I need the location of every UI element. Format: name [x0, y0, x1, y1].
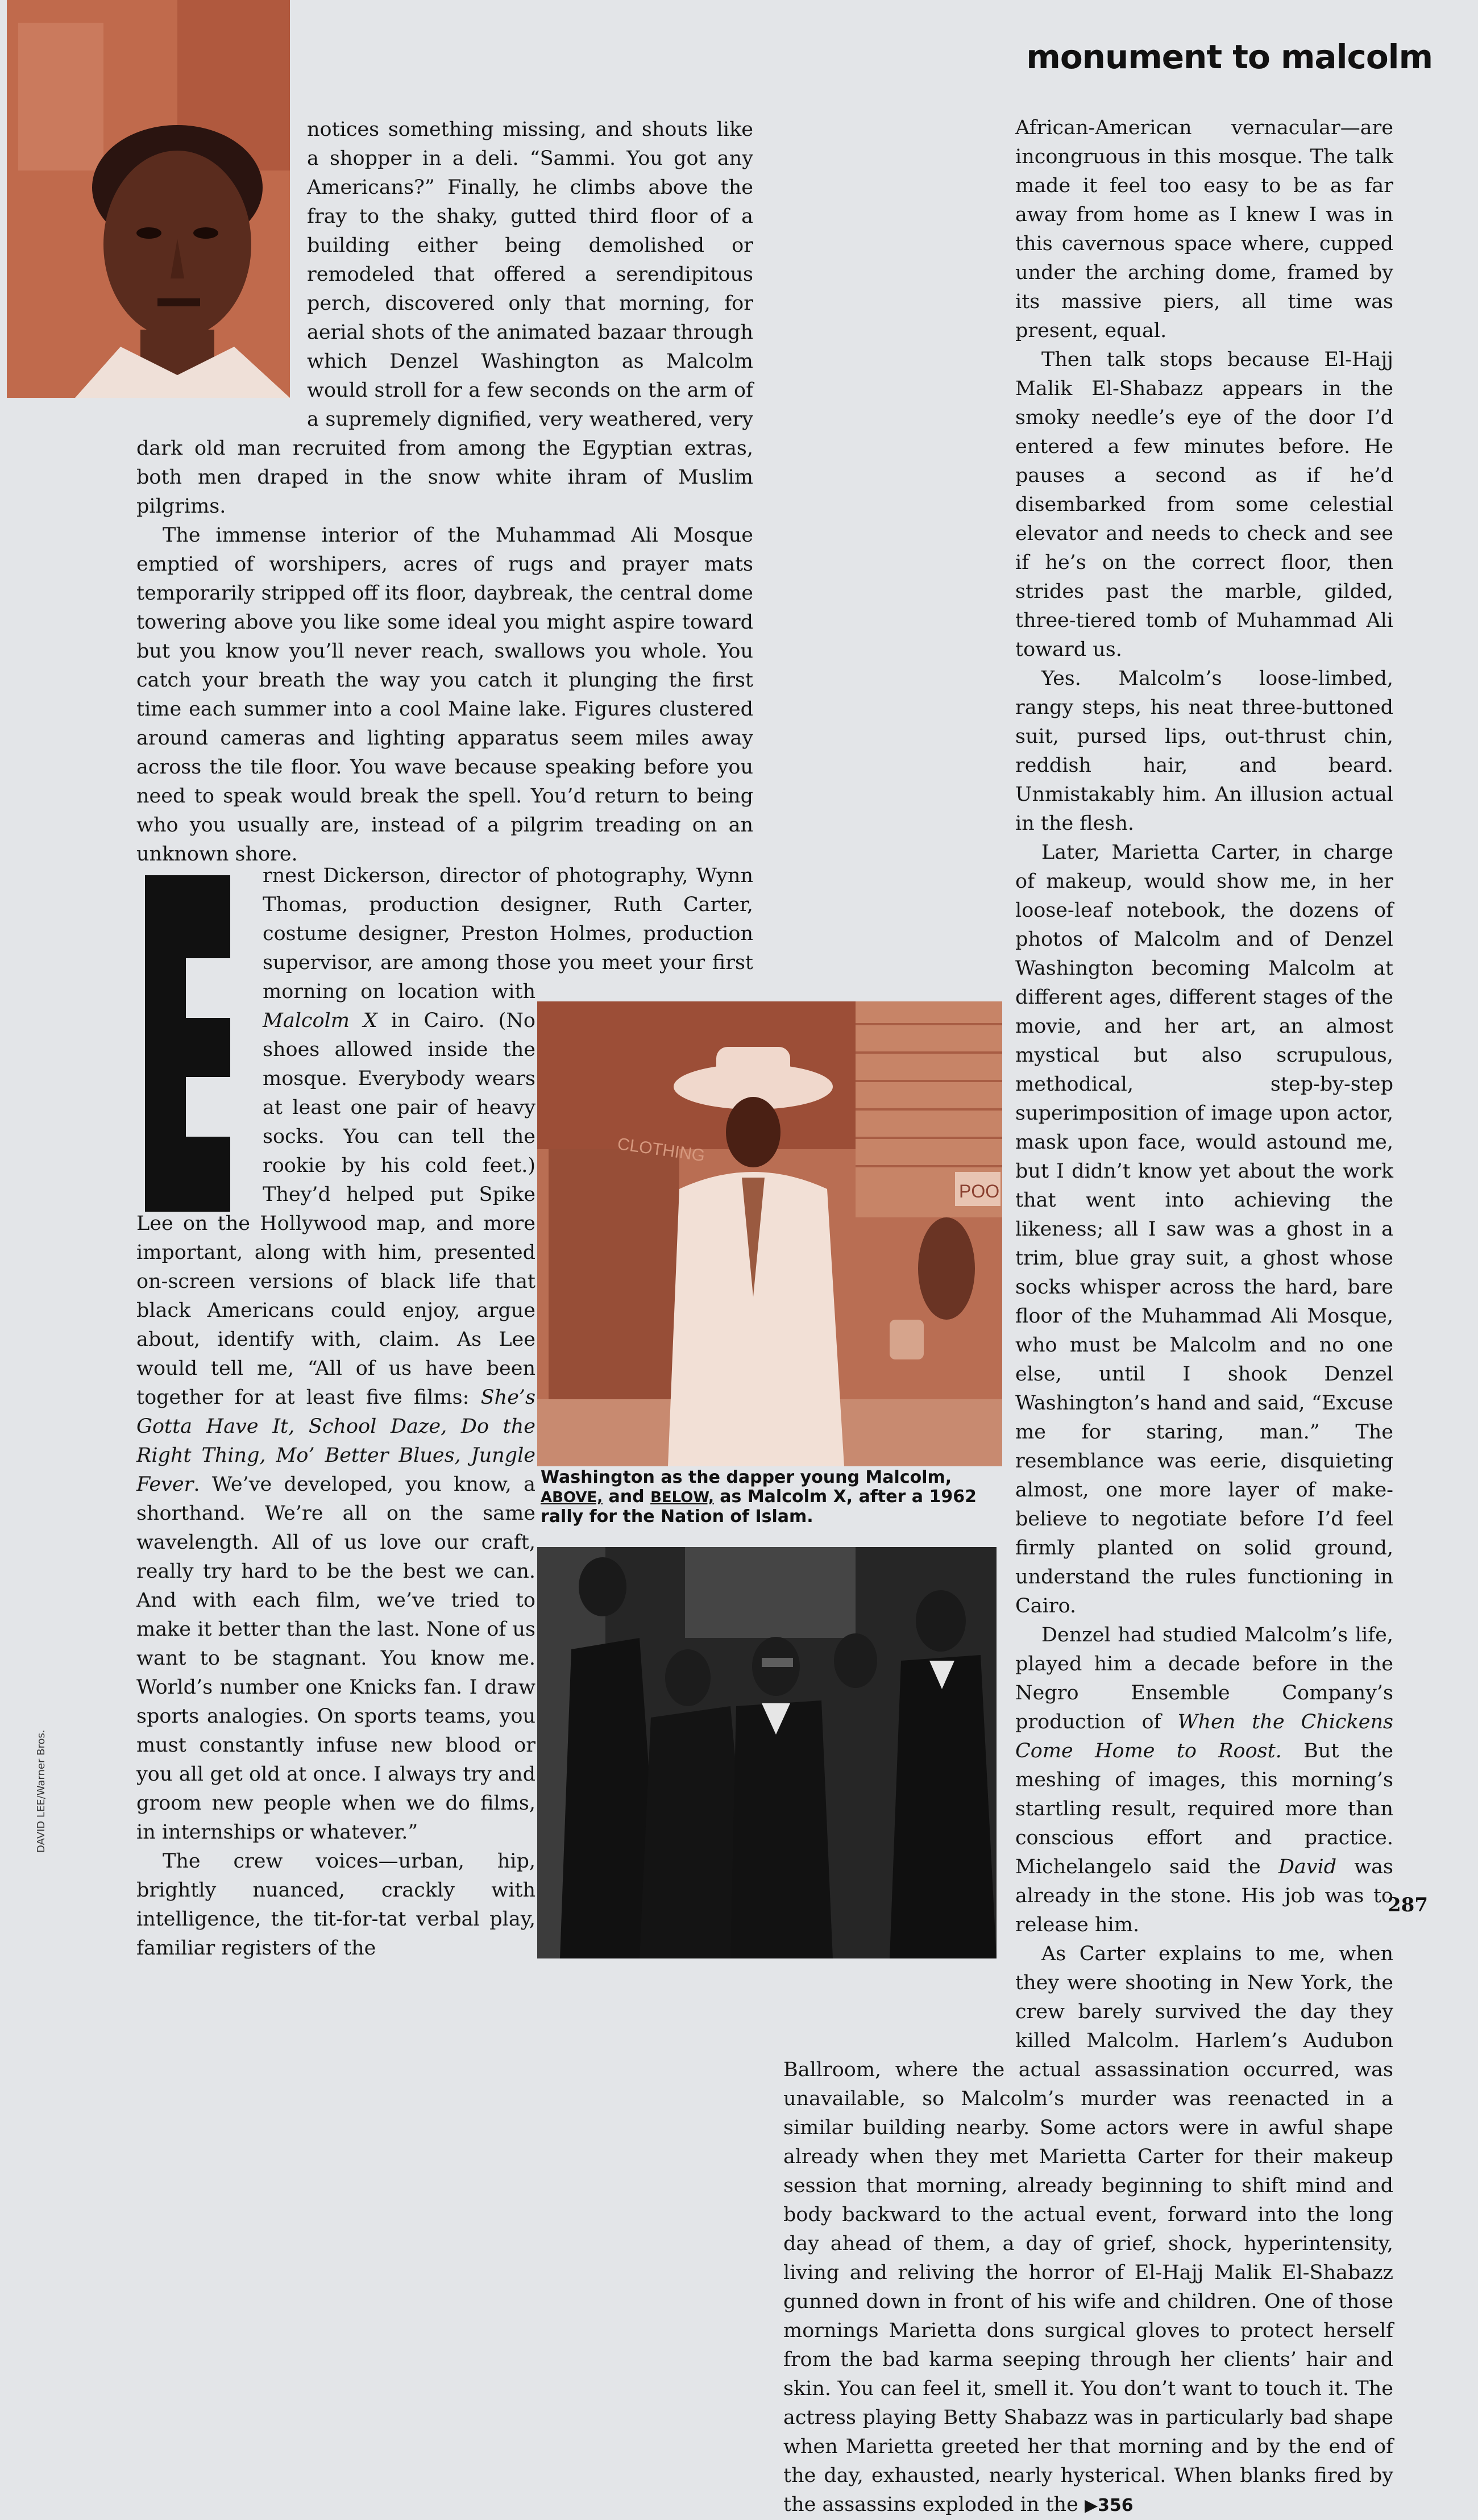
section-title: monument to malcolm	[1026, 38, 1433, 76]
street-photo	[537, 1001, 1002, 1466]
page-number: 287	[1388, 1894, 1428, 1916]
paragraph: notices something missing, and shouts like a shopper in a deli. “Sammi. You got any Americans?” Finally, he climbs above the fray to the shaky, gutted third floor of a building either being demolished or remodeled that offered a serendipitous perch, discovered only that morning, for aerial shots of the animated bazaar through which Denzel Washington as Malcolm would stroll for a few seconds on the arm of a supremely dignified, very weathered, very dark old man recruited from among the Egyptian extras, both men draped in the snow white ihram of Muslim pilgrims.	[136, 118, 753, 518]
jump-marker: ▶356	[1084, 2496, 1134, 2515]
street-sign-poo: POO	[959, 1181, 1000, 1201]
paragraph: The crew voices—urban, hip, brightly nuanced, crackly with intelligence, the tit-for-tat verbal play, familiar registers of the	[136, 1850, 535, 1960]
paragraph: African-American vernacular—are incongruous in this mosque. The talk made it feel too easy to be as far away from home as I knew I was in this cavernous space where, cupped under the arching dome, framed by its massive piers, all time was present, equal.	[1015, 117, 1393, 342]
drop-cap-letter: E	[145, 875, 146, 876]
photo-caption: Washington as the dapper young Malcolm, ABOVE, and BELOW, as Malcolm X, after a 1962 rally for the Nation of Islam.	[541, 1467, 977, 1527]
paragraph: The immense interior of the Muhammad Ali Mosque emptied of worshipers, acres of rugs and prayer mats temporarily stripped off its floor, daybreak, the central dome towering above you like some ideal you might aspire toward but you know you’ll never reach, swallows you whole. You catch your breath the way you catch it plunging the first time each summer into a cool Maine lake. Figures clustered around cameras and lighting apparatus seem miles away across the tile floor. You wave because speaking before you need to speak would break the spell. You’d return to being who you usually are, instead of a pilgrim treading on an unknown shore.	[136, 524, 753, 866]
paragraph: rnest Dickerson, director of photography, Wynn Thomas, production designer, Ruth Carter, costume designer, Preston Holmes, production supervisor, are among those you meet your first morning on location with Malcolm X in Cairo. (No shoes allowed inside the mosque. Everybody wears at least one pair of heavy socks. You can tell the rookie by his cold feet.) They’d helped put Spike Lee on the Hollywood map, and more important, along with him, presented on-screen versions of black life that black Americans could enjoy, argue about, identify with, claim. As Lee would tell me, “All of us have been together for at least five films: She’s Gotta Have It, School Daze, Do the Right Thing, Mo’ Better Blues, Jungle Fever. We’ve developed, you know, a shorthand. We’re all on the same wavelength. All of us love our craft, really try hard to be the best we can. And with each film, we’ve tried to make it better than the last. None of us want to be stagnant. You know me. World’s number one Knicks fan. I draw sports analogies. On sports teams, you must constantly infuse new blood or you all get old at once. I always try and groom new people when we do films, in internships or whatever.”	[136, 864, 753, 1844]
photo-credit: DAVID LEE/Warner Bros.	[35, 1729, 47, 1853]
paragraph: Then talk stops because El-Hajj Malik El-Shabazz appears in the smoky needle’s eye of the door I’d entered a few minutes before. He pauses a second as if he’d disembarked from some celestial elevator and needs to check and see if he’s on the correct floor, then strides past the marble, gilded, three-tiered tomb of Muhammad Ali toward us.	[1015, 348, 1393, 661]
paragraph: As Carter explains to me, when they were shooting in New York, the crew barely survived the day they killed Malcolm. Harlem’s Audubon Ballroom, where the actual assassination occurred, was unavailable, so Malcolm’s murder was reenacted in a similar building nearby. Some actors were in awful shape already when they met Marietta Carter for their makeup session that morning, already beginning to shift mind and body backward to the actual event, forward into the long day ahead of them, a day of grief, shock, hyperintensity, living and reliving the horror of El-Hajj Malik El-Shabazz gunned down in front of his wife and children. One of those mornings Marietta dons surgical gloves to protect herself from the bad karma seeping through her clients’ hair and skin. You can feel it, smell it. You don’t want to touch it. The actress playing Betty Shabazz was in particularly bad shape when Marietta greeted her that morning and by the end of the day, exhausted, nearly hysterical. When blanks fired by the assassins exploded in the ▶356	[783, 1943, 1393, 2516]
rally-photo	[537, 1547, 997, 1958]
street-sign-clothing: CLOTHING	[616, 1134, 707, 1166]
paragraph: Later, Marietta Carter, in charge of makeup, would show me, in her loose-leaf notebook, the dozens of photos of Malcolm and of Denzel Washington becoming Malcolm at different ages, different stages of the movie, and her art, an almost mystical but also scrupulous, methodical, step-by-step superimposition of image upon actor, mask upon face, would astound me, but I didn’t know yet about the work that went into achieving the likeness; all I saw was a ghost in a trim, blue gray suit, a ghost whose socks whisper across the hard, bare floor of the Muhammad Ali Mosque, who must be Malcolm and no one else, until I shook Denzel Washington’s hand and said, “Excuse me for staring, man.” The resemblance was eerie, disquieting almost, one more layer of make-believe to negotiate before I’d feel firmly planted on solid ground, understand the rules functioning in Cairo.	[1015, 841, 1393, 1617]
left-column-top	[136, 1, 753, 869]
paragraph: Denzel had studied Malcolm’s life, played him a decade before in the Negro Ensemble Company’s production of When the Chickens Come Home to Roost. But the meshing of images, this morning’s startling result, required more than conscious effort and practice. Michelangelo said the David was already in the stone. His job was to release him.	[1015, 1624, 1393, 1936]
paragraph: Yes. Malcolm’s loose-limbed, rangy steps, his neat three-buttoned suit, pursed lips, out-thrust chin, reddish hair, and beard. Unmistakably him. An illusion actual in the flesh.	[1015, 667, 1393, 835]
